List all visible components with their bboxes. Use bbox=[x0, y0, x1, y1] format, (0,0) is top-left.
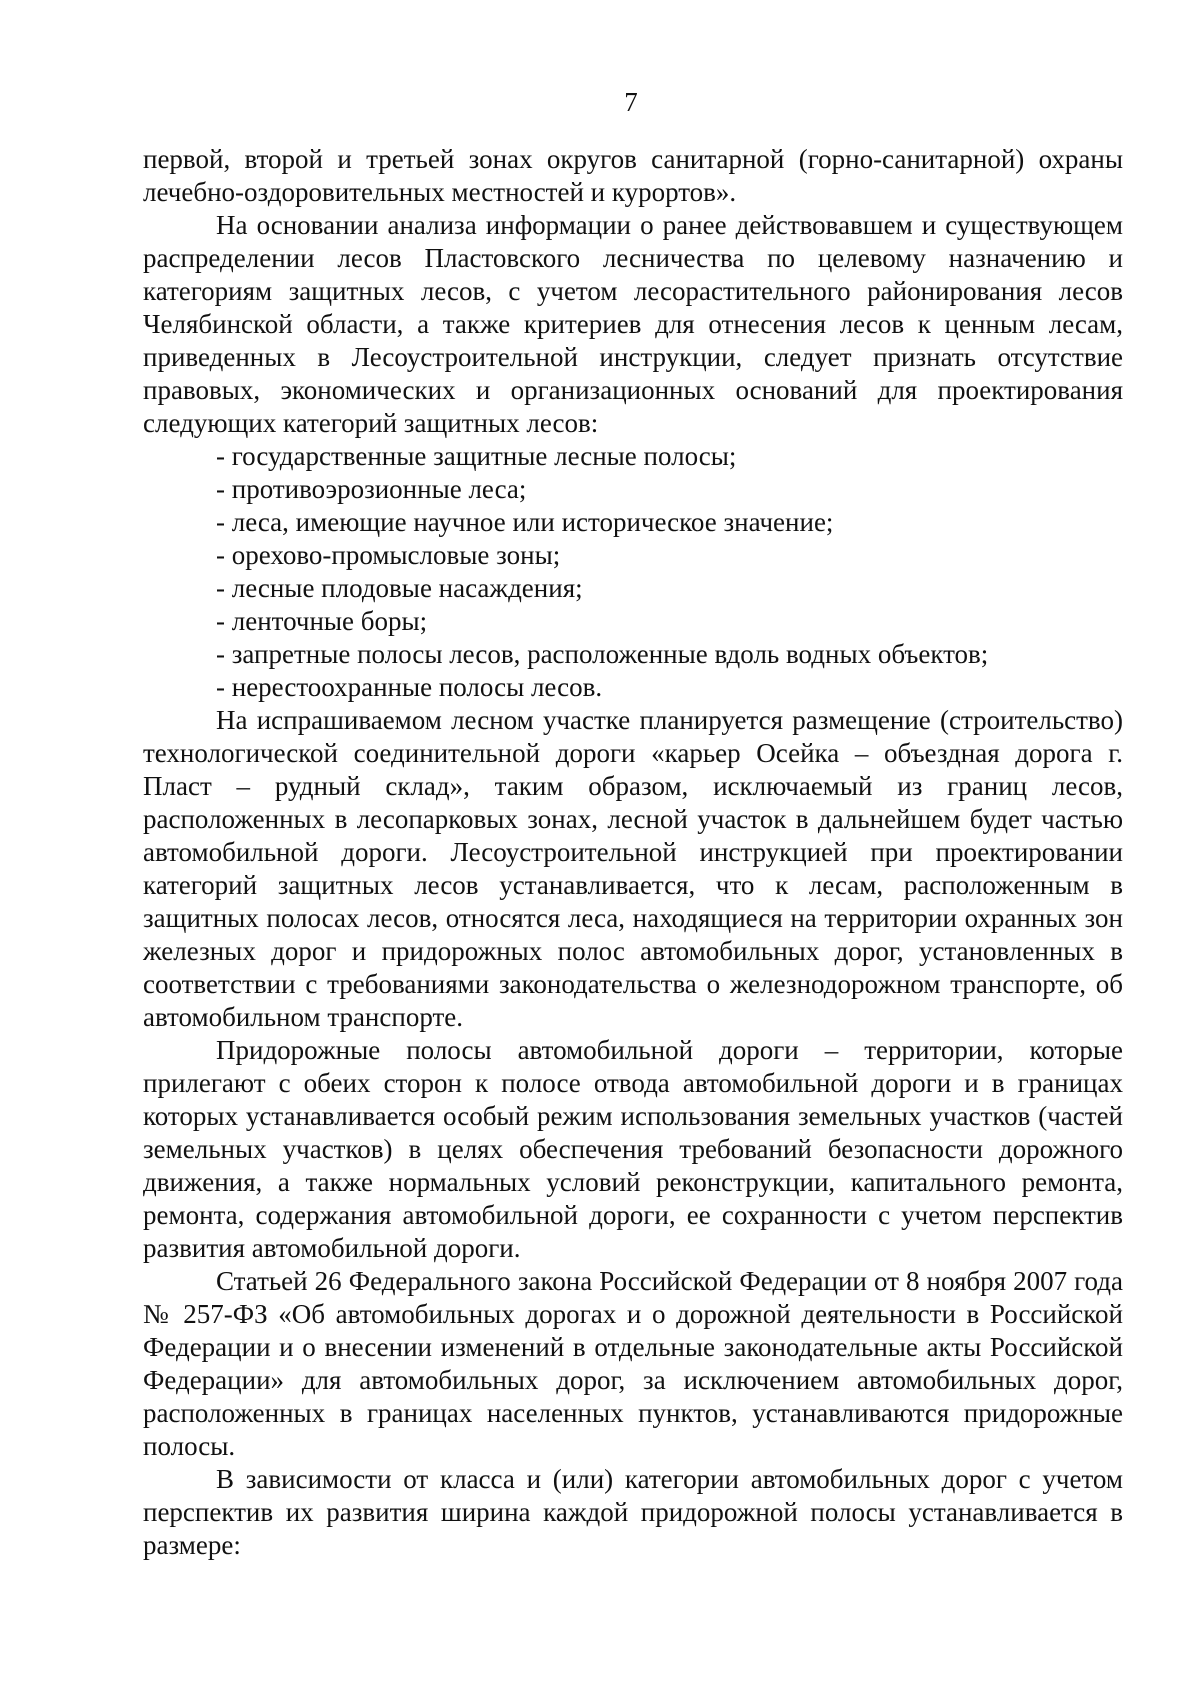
list-item: - запретные полосы лесов, расположенные вдоль водных объектов; bbox=[216, 639, 989, 669]
paragraph-federal-law: Статьей 26 Федерального закона Российской Федерации от 8 ноября 2007 года № 257-ФЗ «Об автомобильных дорогах и о дорожной деятельности в Российской Федерации и о внесении изменений в отдельные законодательные акты Российской Федерации» для автомобильных дорог, за исключением автомобильных дорог, расположенных в границах населенных пунктов, устанавливаются придорожные полосы. bbox=[143, 1266, 1123, 1461]
list-item: - леса, имеющие научное или историческое значение; bbox=[216, 507, 834, 537]
paragraph-strip-width: В зависимости от класса и (или) категории автомобильных дорог с учетом перспектив их развития ширина каждой придорожной полосы устанавливается в размере: bbox=[143, 1464, 1123, 1560]
paragraph-roadside-strips: Придорожные полосы автомобильной дороги – территории, которые прилегают с обеих сторон к полосе отвода автомобильной дороги и в границах которых устанавливается особый режим использования земельных участков (частей земельных участков) в целях обеспечения требований безопасности дорожного движения, а также нормальных условий реконструкции, капитального ремонта, ремонта, содержания автомобильной дороги, ее сохранности с учетом перспектив развития автомобильной дороги. bbox=[143, 1035, 1123, 1263]
protective-forest-categories-list bbox=[143, 440, 1123, 704]
paragraph-road-construction: На испрашиваемом лесном участке планируется размещение (строительство) технологической соединительной дороги «карьер Осейка – объездная дорога г. Пласт – рудный склад», таким образом, исключаемый из границ лесов, расположенных в лесопарковых зонах, лесной участок в дальнейшем будет частью автомобильной дороги. Лесоустроительной инструкцией при проектировании категорий защитных лесов устанавливается, что к лесам, расположенным в защитных полосах лесов, относятся леса, находящиеся на территории охранных зон железных дорог и придорожных полос автомобильных дорог, установленных в соответствии с требованиями законодательства о железнодорожном транспорте, об автомобильном транспорте. bbox=[143, 705, 1123, 1032]
list-item: - государственные защитные лесные полосы; bbox=[216, 441, 737, 471]
paragraph-continuation: первой, второй и третьей зонах округов санитарной (горно-санитарной) охраны лечебно-оздоровительных местностей и курортов». bbox=[143, 144, 1123, 207]
list-item: - нерестоохранные полосы лесов. bbox=[216, 672, 603, 702]
list-item: - противоэрозионные леса; bbox=[216, 474, 527, 504]
document-body bbox=[143, 143, 1123, 1562]
page-number: 7 bbox=[624, 87, 638, 117]
paragraph-analysis: На основании анализа информации о ранее действовавшем и существующем распределении лесов Пластовского лесничества по целевому назначению и категориям защитных лесов, с учетом лесорастительного районирования лесов Челябинской области, а также критериев для отнесения лесов к ценным лесам, приведенных в Лесоустроительной инструкции, следует признать отсутствие правовых, экономических и организационных оснований для проектирования следующих категорий защитных лесов: bbox=[143, 210, 1123, 438]
list-item: - орехово-промысловые зоны; bbox=[216, 540, 561, 570]
list-item: - ленточные боры; bbox=[216, 606, 428, 636]
list-item: - лесные плодовые насаждения; bbox=[216, 573, 583, 603]
